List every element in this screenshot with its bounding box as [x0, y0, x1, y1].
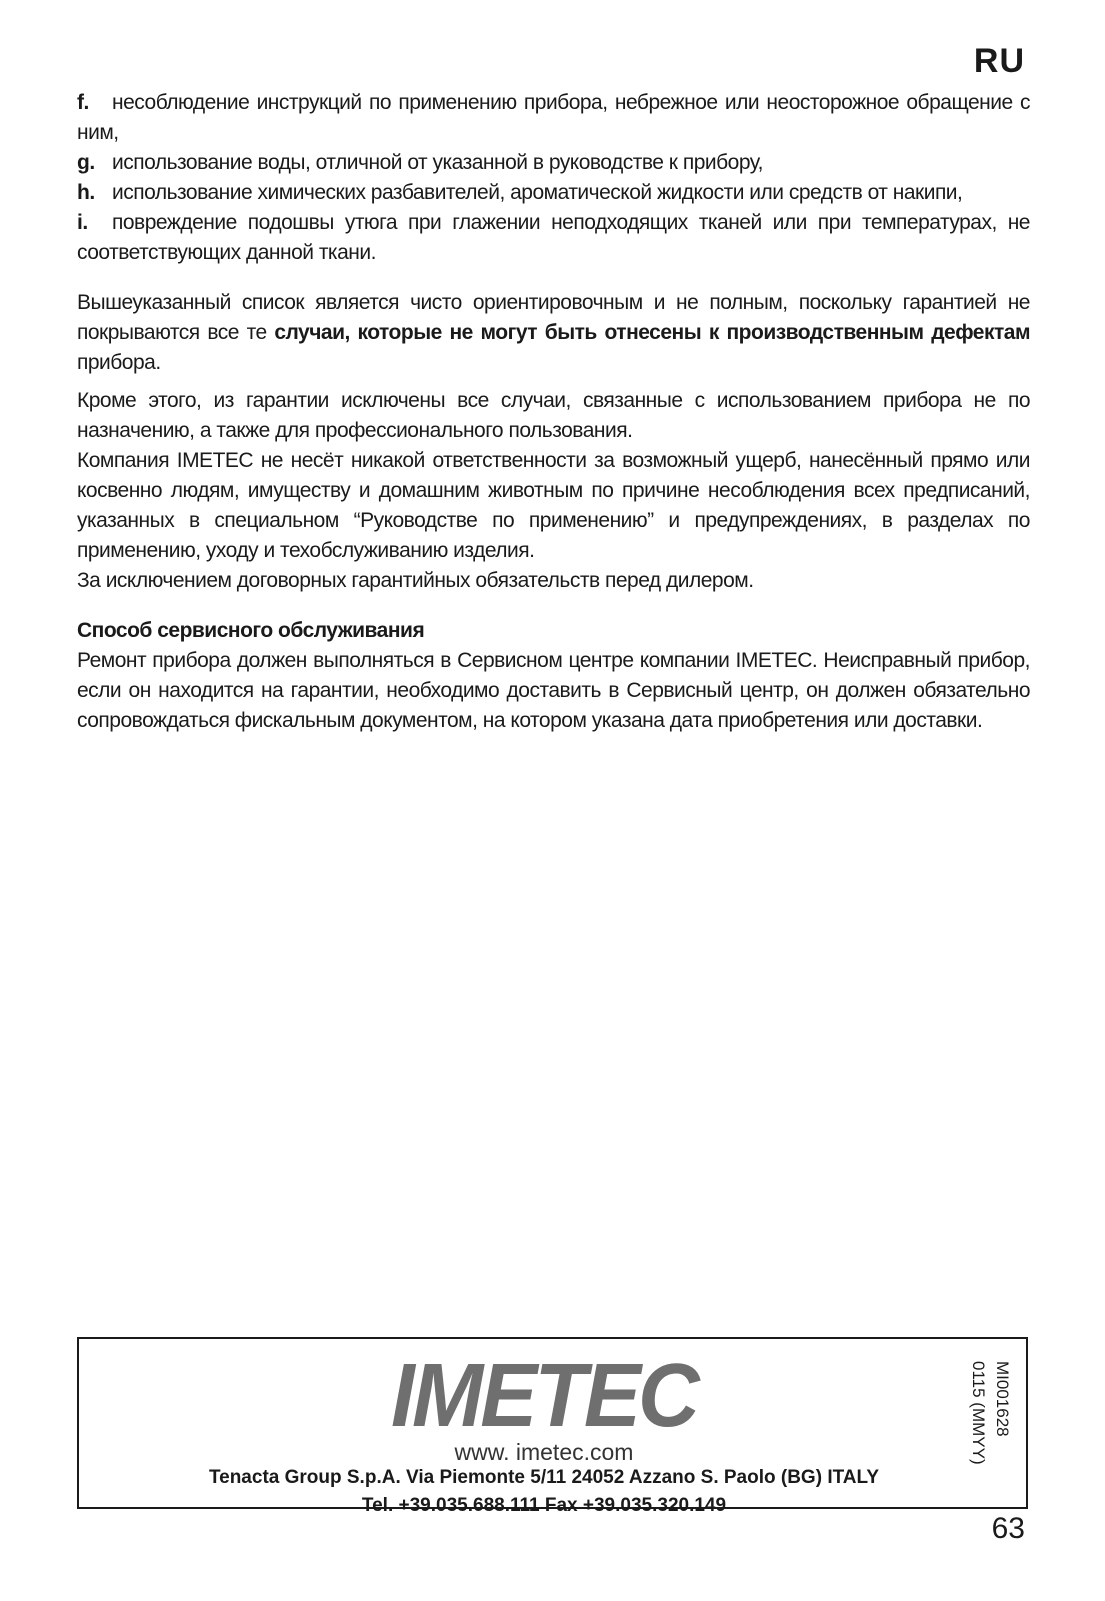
list-marker: f. — [77, 91, 89, 114]
paragraph-service: Ремонт прибора должен выполняться в Сервисном центре компании IMETEC. Неисправный прибор, если он находится на гарантии, необходимо доставить в Сервисный центр, он должен обязательно сопровождаться фискальным документом, на котором указана дата приобретения или доставки. — [77, 649, 1030, 732]
document-code-id: MI001628 — [993, 1361, 1012, 1437]
imetec-logo: IMETEC — [391, 1346, 697, 1446]
paragraph-dealer: За исключением договорных гарантийных обязательств перед дилером. — [77, 569, 754, 592]
list-marker: h. — [77, 181, 95, 204]
section-heading: Способ сервисного обслуживания — [77, 619, 425, 642]
document-code-date: 0115 (MMYY) — [969, 1361, 988, 1465]
paragraph-text: прибора. — [77, 351, 161, 374]
paragraph-text: Вышеуказанный список является чисто ориентировочным и не полным, поскольку гарантией не покрываются все те — [77, 291, 1030, 344]
list-item-text: несоблюдение инструкций по применению прибора, небрежное или неосторожное обращение с ним, — [77, 91, 1030, 144]
contact-numbers: Tel. +39.035.688.111 Fax +39.035.320.149 — [361, 1495, 727, 1516]
list-item — [77, 148, 1030, 178]
document-code — [962, 1361, 1014, 1481]
paragraph-bold-text: случаи, которые не могут быть отнесены к производственным дефектам — [274, 321, 1030, 344]
paragraph-liability: Компания IMETEC не несёт никакой ответственности за возможный ущерб, нанесённый прямо или косвенно людям, имуществу и домашним животным по причине несоблюдения всех предписаний, указанных в специальном “Руководстве по применению” и предупреждениях, в разделах по применению, уходу и техобслуживанию изделия. — [77, 449, 1030, 562]
list-item-text: повреждение подошвы утюга при глажении неподходящих тканей или при температурах, не соответствующих данной ткани. — [77, 211, 1030, 264]
website-link[interactable]: www. imetec.com — [454, 1439, 634, 1465]
language-label: RU — [973, 42, 1025, 80]
footer-box — [77, 1337, 1028, 1516]
page-number: 63 — [991, 1512, 1025, 1545]
list-item — [77, 178, 1030, 208]
list-item-text: использование воды, отличной от указанной в руководстве к прибору, — [112, 151, 763, 174]
list-item — [77, 88, 1030, 148]
company-address: Tenacta Group S.p.A. Via Piemonte 5/11 24052 Azzano S. Paolo (BG) ITALY — [208, 1467, 880, 1488]
paragraph-exclusions: Кроме этого, из гарантии исключены все случаи, связанные с использованием прибора не по назначению, а также для профессионального пользования. — [77, 389, 1030, 442]
list-marker: i. — [77, 211, 88, 234]
paragraph-disclaimer — [77, 288, 1030, 378]
list-item-text: использование химических разбавителей, ароматической жидкости или средств от накипи, — [112, 181, 963, 204]
list-item — [77, 208, 1030, 268]
list-marker: g. — [77, 151, 95, 174]
document-body — [77, 88, 1030, 736]
